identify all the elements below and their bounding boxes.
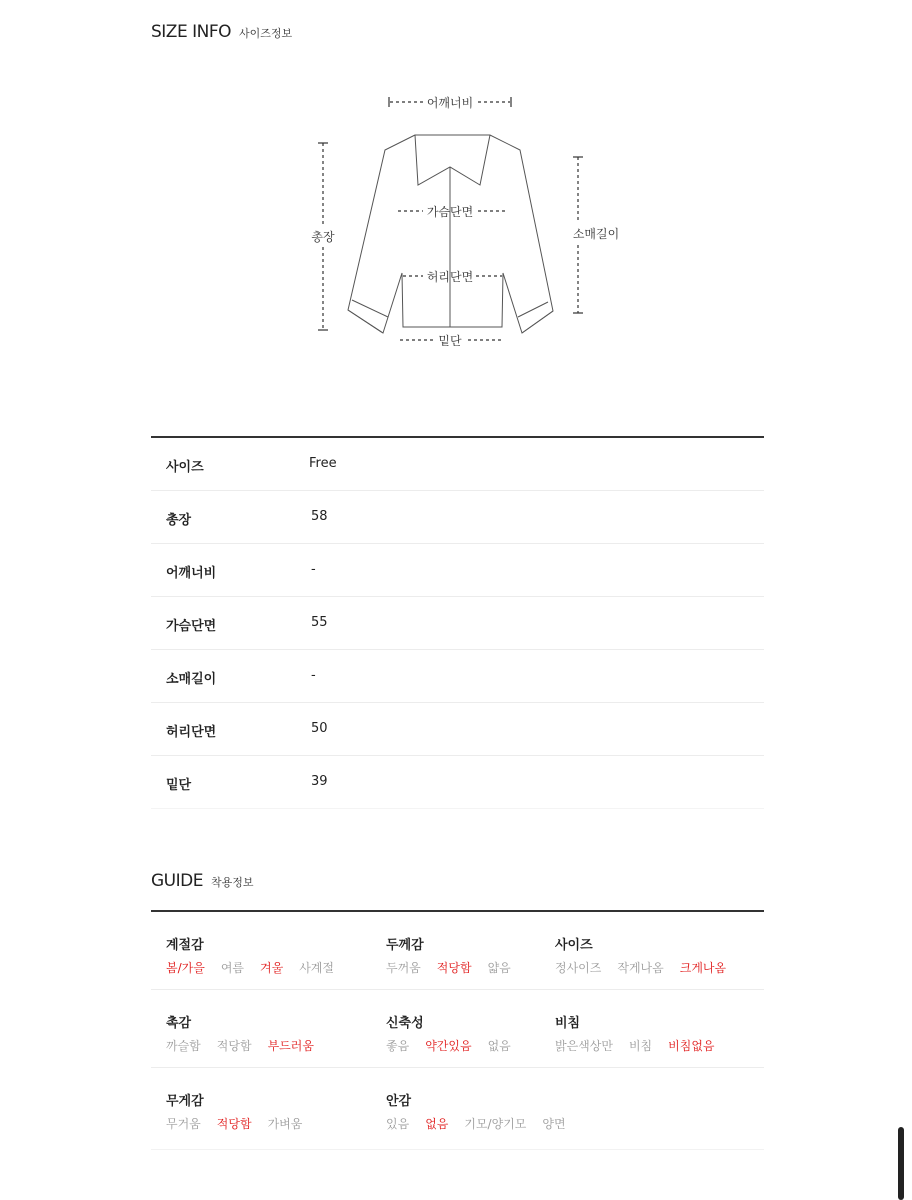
- guide-option: 두꺼움: [386, 961, 421, 975]
- size-row-label: 허리단면: [166, 725, 217, 740]
- guide-item-title: 무게감: [166, 1094, 204, 1109]
- guide-option: 없음: [425, 1117, 449, 1131]
- guide-options: [555, 959, 742, 976]
- guide-option: 밝은색상만: [555, 1039, 613, 1053]
- guide-item-elasticity: [386, 1012, 527, 1054]
- guide-option: 사계절: [299, 961, 334, 975]
- guide-item-title: 비침: [555, 1016, 581, 1031]
- size-row-label: 밑단: [166, 778, 192, 793]
- guide-item-title: 촉감: [166, 1016, 192, 1031]
- guide-item-size: [555, 934, 742, 976]
- guide-option: 적당함: [436, 961, 472, 975]
- guide-item-lining: [386, 1090, 582, 1132]
- guide-row: [151, 912, 764, 990]
- size-row-label: 어깨너비: [166, 566, 217, 581]
- guide-item-thickness: [386, 934, 527, 976]
- guide-item-title: 두께감: [386, 938, 424, 953]
- guide-option: 무거움: [166, 1117, 201, 1131]
- size-info-header: [151, 22, 292, 42]
- guide-options: [166, 1037, 330, 1054]
- guide-option: 비침: [628, 1039, 653, 1053]
- size-row-value: -: [311, 562, 316, 577]
- guide-option: 작게나옴: [617, 961, 664, 975]
- table-row: [151, 650, 764, 703]
- guide-row: [151, 1068, 764, 1150]
- guide-option: 부드러움: [267, 1039, 314, 1053]
- hem-label: 밑단: [438, 334, 462, 348]
- guide-option: 얇음: [487, 961, 511, 975]
- table-row: [151, 544, 764, 597]
- guide-header: [151, 871, 253, 891]
- guide-item-title: 안감: [386, 1094, 412, 1109]
- scrollbar[interactable]: [898, 1127, 904, 1200]
- size-row-value: 50: [311, 721, 328, 736]
- guide-options: [555, 1037, 731, 1054]
- shoulder-label: 어깨너비: [426, 96, 474, 110]
- guide-option: 가벼움: [267, 1117, 303, 1131]
- guide-options: [386, 959, 527, 976]
- guide-item-title: 계절감: [166, 938, 204, 953]
- length-label: 총장: [311, 230, 335, 244]
- guide-option: 봄/가을: [166, 961, 205, 975]
- guide-option: 적당함: [216, 1117, 252, 1131]
- chest-label: 가슴단면: [426, 205, 474, 219]
- sleeve-label: 소매길이: [572, 227, 620, 241]
- guide-table: [151, 910, 764, 1150]
- guide-subtitle: 착용정보: [210, 876, 254, 889]
- size-row-value: -: [311, 668, 316, 683]
- guide-item-texture: [166, 1012, 330, 1054]
- table-row: [151, 438, 764, 491]
- table-row: [151, 597, 764, 650]
- guide-option: 겨울: [260, 961, 284, 975]
- guide-item-title: 신축성: [386, 1016, 424, 1031]
- guide-options: [386, 1115, 582, 1132]
- size-row-value: 58: [311, 509, 328, 524]
- guide-option: 기모/양기모: [464, 1117, 527, 1131]
- guide-option: 적당함: [216, 1039, 252, 1053]
- table-row: [151, 756, 764, 809]
- table-row: [151, 703, 764, 756]
- guide-option: 없음: [487, 1039, 511, 1053]
- guide-options: [166, 1115, 318, 1132]
- size-row-value: Free: [309, 456, 337, 471]
- guide-item-sheerness: [555, 1012, 731, 1054]
- garment-diagram: [290, 85, 620, 365]
- guide-option: 정사이즈: [555, 961, 602, 975]
- guide-option: 여름: [220, 961, 245, 975]
- guide-option: 있음: [386, 1117, 410, 1131]
- guide-option: 까슬함: [166, 1039, 201, 1053]
- guide-item-title: 사이즈: [555, 938, 593, 953]
- size-info-subtitle: 사이즈정보: [239, 27, 293, 40]
- guide-option: 양면: [542, 1117, 566, 1131]
- guide-option: 좋음: [386, 1039, 410, 1053]
- size-row-value: 39: [311, 774, 328, 789]
- shirt-outline-icon: [348, 135, 553, 333]
- size-row-value: 55: [311, 615, 328, 630]
- size-row-label: 가슴단면: [166, 619, 217, 634]
- size-row-label: 소매길이: [166, 672, 217, 687]
- guide-title: GUIDE: [151, 871, 203, 891]
- guide-item-weight: [166, 1090, 318, 1132]
- guide-option: 비침없음: [668, 1039, 715, 1053]
- size-table: [151, 436, 764, 809]
- size-row-label: 총장: [166, 513, 192, 528]
- guide-option: 크게나옴: [679, 961, 727, 975]
- waist-label: 허리단면: [426, 270, 474, 284]
- guide-options: [166, 959, 350, 976]
- guide-item-season: [166, 934, 350, 976]
- table-row: [151, 491, 764, 544]
- guide-options: [386, 1037, 527, 1054]
- size-row-label: 사이즈: [166, 460, 204, 475]
- size-info-title: SIZE INFO: [151, 22, 231, 42]
- guide-option: 약간있음: [425, 1039, 472, 1053]
- guide-row: [151, 990, 764, 1068]
